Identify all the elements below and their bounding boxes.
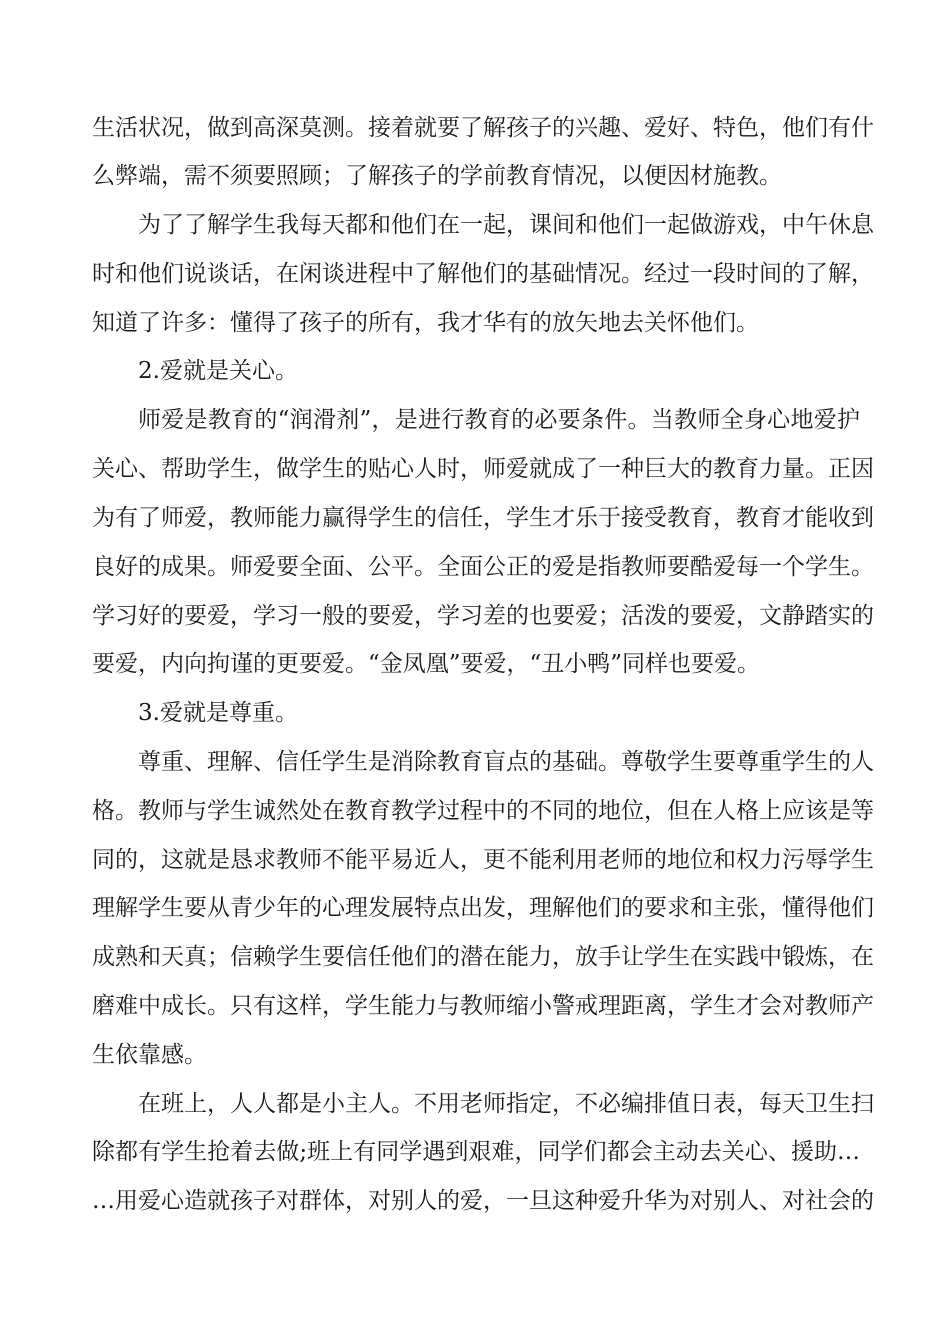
section-heading: 3.爱就是尊重。 xyxy=(138,700,298,726)
paragraph-line: 为了了解学生我每天都和他们在一起，课间和他们一起做游戏，中午休息 xyxy=(138,212,874,238)
paragraph-line: 磨难中成长。只有这样，学生能力与教师缩小警戒理距离，学生才会对教师产 xyxy=(92,993,874,1019)
paragraph-line: 师爱是教育的“润滑剂”，是进行教育的必要条件。当教师全身心地爱护 xyxy=(138,407,860,433)
paragraph-line: 要爱，内向拘谨的更要爱。“金凤凰”要爱，“丑小鸭”同样也要爱。 xyxy=(92,651,761,677)
paragraph-line: 理解学生要从青少年的心理发展特点出发，理解他们的要求和主张，懂得他们 xyxy=(92,895,874,921)
paragraph-line: 学习好的要爱，学习一般的要爱，学习差的也要爱；活泼的要爱，文静踏实的 xyxy=(92,603,874,629)
paragraph-line: 同的，这就是恳求教师不能平易近人，更不能利用老师的地位和权力污辱学生 xyxy=(92,847,874,873)
paragraph-line: 在班上，人人都是小主人。不用老师指定，不必编排值日表，每天卫生扫 xyxy=(138,1091,874,1117)
paragraph-line: …用爱心造就孩子对群体，对别人的爱，一旦这种爱升华为对别人、对社会的 xyxy=(92,1188,874,1214)
paragraph-line: 关心、帮助学生，做学生的贴心人时，师爱就成了一种巨大的教育力量。正因 xyxy=(92,456,874,482)
paragraph-line: 么弊端，需不须要照顾；了解孩子的学前教育情况，以便因材施教。 xyxy=(92,163,782,189)
paragraph-line: 时和他们说谈话，在闲谈进程中了解他们的基础情况。经过一段时间的了解， xyxy=(92,261,874,287)
paragraph-line: 生依靠感。 xyxy=(92,1042,207,1068)
paragraph-line: 生活状况，做到高深莫测。接着就要了解孩子的兴趣、爱好、特色，他们有什 xyxy=(92,115,874,141)
section-heading: 2.爱就是关心。 xyxy=(138,358,298,384)
paragraph-line: 尊重、理解、信任学生是消除教育盲点的基础。尊敬学生要尊重学生的人 xyxy=(138,749,874,775)
paragraph-line: 知道了许多：懂得了孩子的所有，我才华有的放矢地去关怀他们。 xyxy=(92,310,759,336)
paragraph-line: 为有了师爱，教师能力赢得学生的信任，学生才乐于接受教育，教育才能收到 xyxy=(92,505,874,531)
paragraph-line: 成熟和天真；信赖学生要信任他们的潜在能力，放手让学生在实践中锻炼，在 xyxy=(92,944,874,970)
paragraph-line: 良好的成果。师爱要全面、公平。全面公正的爱是指教师要酷爱每一个学生。 xyxy=(92,554,874,580)
paragraph-line: 除都有学生抢着去做;班上有同学遇到艰难，同学们都会主动去关心、援助… xyxy=(92,1139,860,1165)
paragraph-line: 格。教师与学生诚然处在教育教学过程中的不同的地位，但在人格上应该是等 xyxy=(92,798,874,824)
